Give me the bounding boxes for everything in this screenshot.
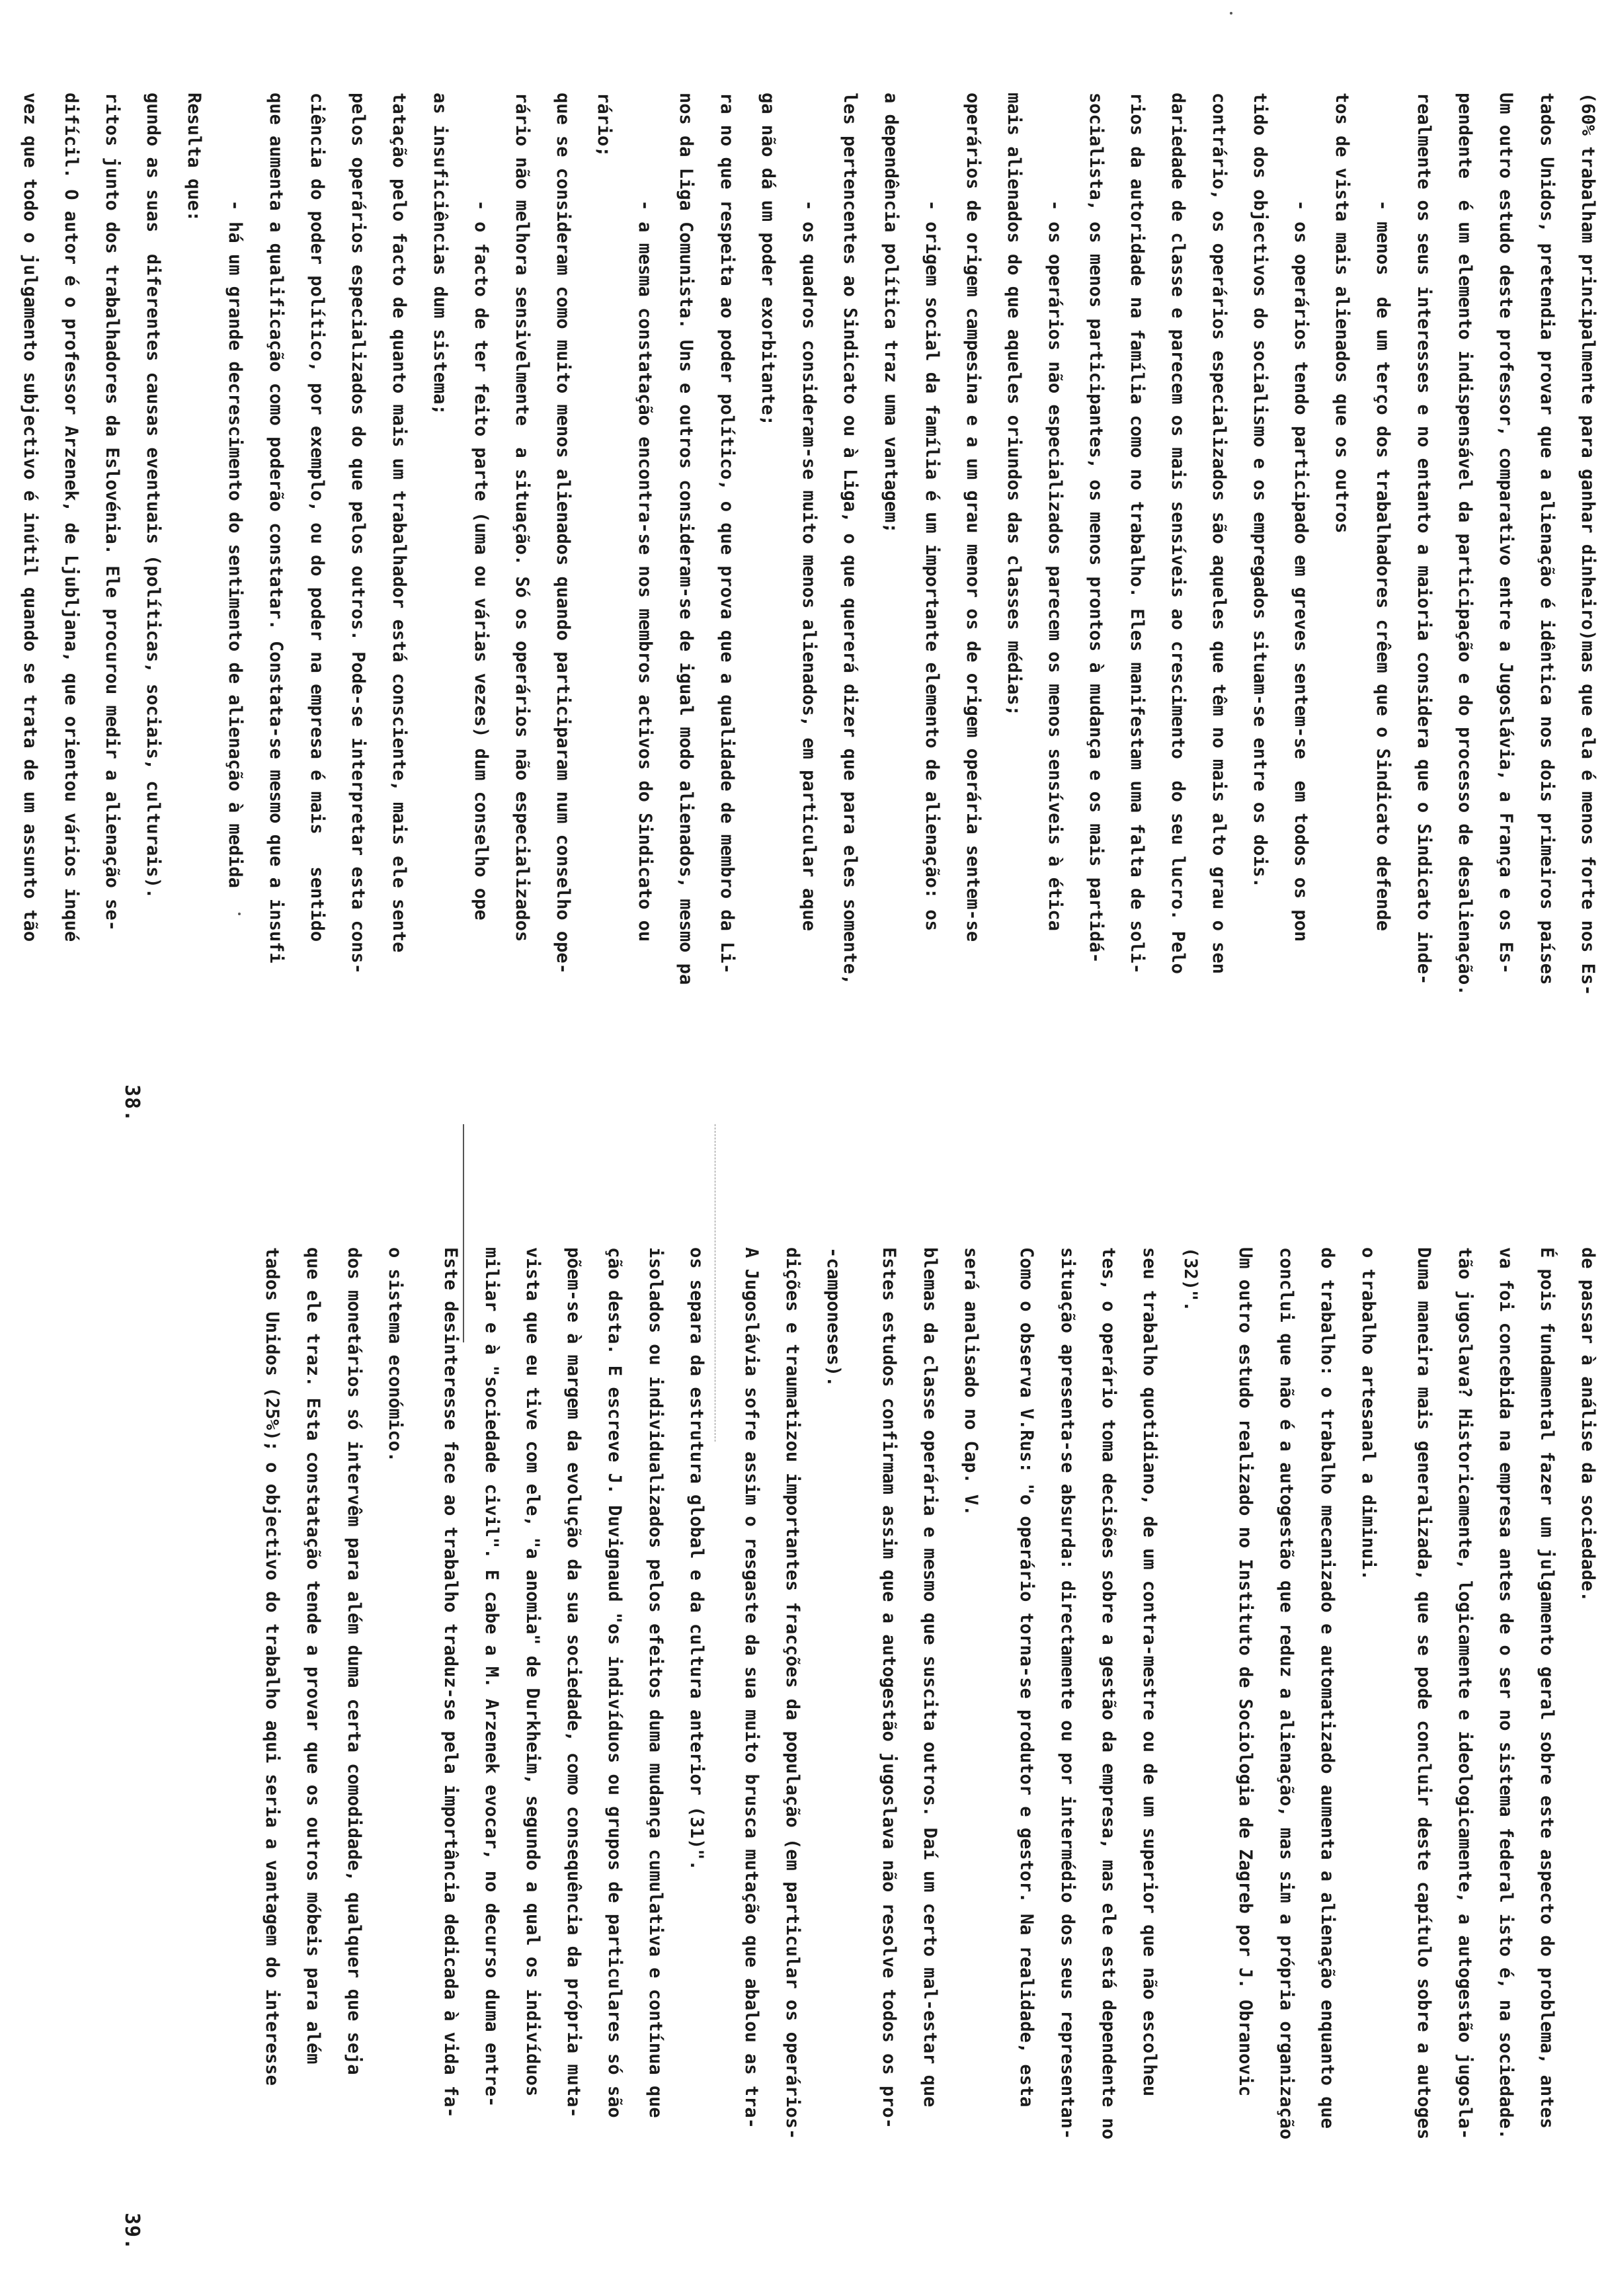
text-line: pelos operários especializados do que pelos outros. Pode-se interpretar esta cons- xyxy=(348,93,368,974)
scan-dust xyxy=(238,913,241,915)
left-page-text xyxy=(0,93,1608,1069)
text-line: será analisado no Cap. V. xyxy=(960,1247,981,1516)
text-line: o sistema económico. xyxy=(384,1247,405,1463)
text-line: situação apresenta-se absurda: directamente ou por intermédio dos seus representan- xyxy=(1057,1247,1078,2140)
text-line: socialista, os menos participantes, os menos prontos à mudança e os mais partidá- xyxy=(1086,93,1106,964)
text-line: - os operários tendo participado em greves sentem-se em todos os pon xyxy=(1291,93,1311,942)
text-line: Resulta que: xyxy=(184,93,204,222)
text-line: operários de origem campesina e a um grau menor os de origem operária sentem-se xyxy=(963,93,983,942)
text-line: - a mesma constatação encontra-se nos membros activos do Sindicato ou xyxy=(635,93,655,942)
text-line: Estes estudos confirmam assim que a autogestão jugoslava não resolve todos os pro- xyxy=(878,1247,899,2129)
text-line: tados Unidos (25%); o objectivo do trabalho aqui seria a vantagem do interesse xyxy=(261,1247,282,2086)
text-line: tatação pelo facto de quanto mais um trabalhador está consciente, mais ele sente xyxy=(389,93,409,953)
text-line: difícil. O autor é o professor Arzenek, de Ljubljana, que orientou vários inqué xyxy=(61,93,81,942)
text-line: A Jugoslávia sofre assim o resgaste da sua muito brusca mutação que abalou as tra- xyxy=(741,1247,762,2129)
text-line: tados Unidos, pretendia provar que a alienação é idêntica nos dois primeiros países xyxy=(1537,93,1557,985)
text-line: conclui que não é a autogestão que reduz a alienação, mas sim a própria organização xyxy=(1276,1247,1297,2140)
text-line: - os quadros consideram-se muito menos alienados, em particular aque xyxy=(799,93,819,931)
text-line: tão jugoslava? Historicamente, logicamente e ideologicamente, a autogestão jugosla- xyxy=(1455,1247,1475,2140)
text-line: põem-se à margem da evolução da sua sociedade, como consequência da própria muta- xyxy=(563,1247,584,2118)
text-line: de passar à análise da sociedade. xyxy=(1578,1247,1598,1602)
text-line: - há um grande decrescimento do sentimento de alienação à medida xyxy=(225,93,245,888)
text-line: dariedade de classe e parecem os mais sensíveis ao crescimento do seu lucro. Pelo xyxy=(1168,93,1188,974)
text-line: ra no que respeita ao poder político, o que prova que a qualidade de membro da Li- xyxy=(717,93,737,974)
paragraph-gap xyxy=(854,1247,868,2217)
text-line: dições e traumatizou importantes fracções da população (em particular os operários- xyxy=(782,1247,803,2140)
text-line: -camponeses). xyxy=(823,1247,844,1387)
text-line: Como o observa V.Rus: "o operário torna-se produtor e gestor. Na realidade, esta xyxy=(1016,1247,1037,2108)
text-line: ritos junto dos trabalhadores da Eslovénia. Ele procurou medir a alienação se- xyxy=(102,93,122,931)
paragraph-gap xyxy=(1388,1247,1403,2217)
text-line: ção desta. E escreve J. Duvignaud "os indivíduos ou grupos de particulares só são xyxy=(604,1247,625,2118)
text-line: ga não dá um poder exorbitante; xyxy=(758,93,778,426)
text-line: - os operários não especializados parecem os menos sensíveis à ética xyxy=(1045,93,1065,931)
text-line: blemas da classe operária e mesmo que suscita outros. Daí um certo mal-estar que xyxy=(919,1247,940,2108)
text-line: (60% trabalham principalmente para ganhar dinheiro)mas que ela é menos forte nos Es- xyxy=(1578,93,1598,996)
text-line: que aumenta a qualificação como poderão constatar. Constata-se mesmo que a insufi xyxy=(266,93,286,964)
left-page-number: 38. xyxy=(120,1085,143,1123)
text-line: Um outro estudo realizado no Instituto de Sociologia de Zagreb por J. Obranovic xyxy=(1235,1247,1256,2097)
text-line: vista que eu tive com ele, "a anomia" de Durkheim, segundo a qual os indivíduos xyxy=(522,1247,543,2097)
text-line: do trabalho: o trabalho mecanizado e automatizado aumenta a alienação enquanto que xyxy=(1317,1247,1338,2129)
text-line: miliar e à "sociedade civil". E cabe a M. Arzenek evocar, no decurso duma entre- xyxy=(481,1247,502,2108)
text-line: o trabalho artesanal a diminui. xyxy=(1358,1247,1379,1580)
text-line: rário; xyxy=(594,93,614,157)
text-line: les pertencentes ao Sindicato ou à Liga, o que quererá dizer que para eles somente, xyxy=(840,93,860,985)
text-line: - o facto de ter feito parte (uma ou várias vezes) dum conselho ope xyxy=(471,93,491,921)
text-line: tos de vista mais alienados que os outros xyxy=(1332,93,1352,534)
scan-dust xyxy=(1230,12,1232,15)
right-page-text xyxy=(0,1247,1608,2217)
text-line: as insuficiências dum sistema; xyxy=(430,93,450,415)
text-line: mais alienados do que aqueles oriundos das classes médias; xyxy=(1004,93,1024,716)
text-line: isolados ou individualizados pelos efeitos duma mudança cumulativa e contínua que xyxy=(645,1247,666,2118)
paragraph-gap xyxy=(1211,1247,1225,2217)
text-line: vez que todo o julgamento subjectivo é inútil quando se trata de um assunto tão xyxy=(20,93,40,942)
paragraph-gap xyxy=(415,1247,430,2217)
text-line: pendente é um elemento indispensável da participação e do processo de desalienação. xyxy=(1455,93,1475,996)
text-line: que se consideram como muito menos alienados quando participaram num conselho ope- xyxy=(553,93,573,974)
right-page-number: 39. xyxy=(120,2213,143,2251)
text-line: tido dos objectivos do socialismo e os empregados situam-se entre os dois. xyxy=(1250,93,1270,888)
paragraph-gap xyxy=(717,1247,731,2217)
right-page xyxy=(0,1148,1608,2296)
text-line: tes, o operário toma decisões sobre a gestão da empresa, mas ele está dependente no xyxy=(1098,1247,1119,2140)
text-line: realmente os seus interesses e no entanto a maioria considera que o Sindicato inde- xyxy=(1414,93,1434,985)
text-line: que ele traz. Esta constatação tende a provar que os outros móbeis para além xyxy=(302,1247,323,2065)
text-line: nos da Liga Comunista. Uns e outros consideram-se de igual modo alienados, mesmo pa xyxy=(676,93,696,985)
text-line: ciência do poder político, por exemplo, ou do poder na empresa é mais sentido xyxy=(307,93,327,942)
text-line: rário não melhora sensivelmente a situação. Só os operários não especializados xyxy=(512,93,532,942)
text-line: seu trabalho quotidiano, de um contra-mestre ou de um superior que não escolheu xyxy=(1139,1247,1160,2097)
text-line: rios da autoridade na família como no trabalho. Eles manifestam uma falta de soli- xyxy=(1127,93,1147,974)
text-line: gundo as suas diferentes causas eventuais (políticas, sociais, culturais). xyxy=(143,93,163,899)
paragraph-gap xyxy=(991,1247,1006,2217)
text-line: Este desinteresse face ao trabalho traduz-se pela importância dedicada à vida fa- xyxy=(440,1247,461,2118)
text-line: É pois fundamental fazer um julgamento geral sobre este aspecto do problema, antes xyxy=(1537,1247,1557,2129)
text-line: Um outro estudo deste professor, comparativo entre a Jugoslávia, a França e os Es- xyxy=(1496,93,1516,974)
text-line: contrário, os operários especializados são aqueles que têm no mais alto grau o sen xyxy=(1209,93,1229,974)
text-line: dos monetários só intervêm para além duma certa comodidade, qualquer que seja xyxy=(343,1247,364,2075)
text-line: a dependência política traz uma vantagem; xyxy=(881,93,901,534)
text-line: va foi concebida na empresa antes de o ser no sistema federal isto é, na sociedade. xyxy=(1496,1247,1516,2140)
text-line: - menos de um terço dos trabalhadores crêem que o Sindicato defende xyxy=(1373,93,1393,931)
text-line: (32)". xyxy=(1180,1247,1201,1312)
text-line: os separa da estrutura global e da cultura anterior (31)". xyxy=(686,1247,707,1871)
text-line: Duma maneira mais generalizada, que se pode concluir deste capítulo sobre a autoges xyxy=(1414,1247,1434,2140)
text-line: - origem social da família é um importante elemento de alienação: os xyxy=(922,93,942,931)
